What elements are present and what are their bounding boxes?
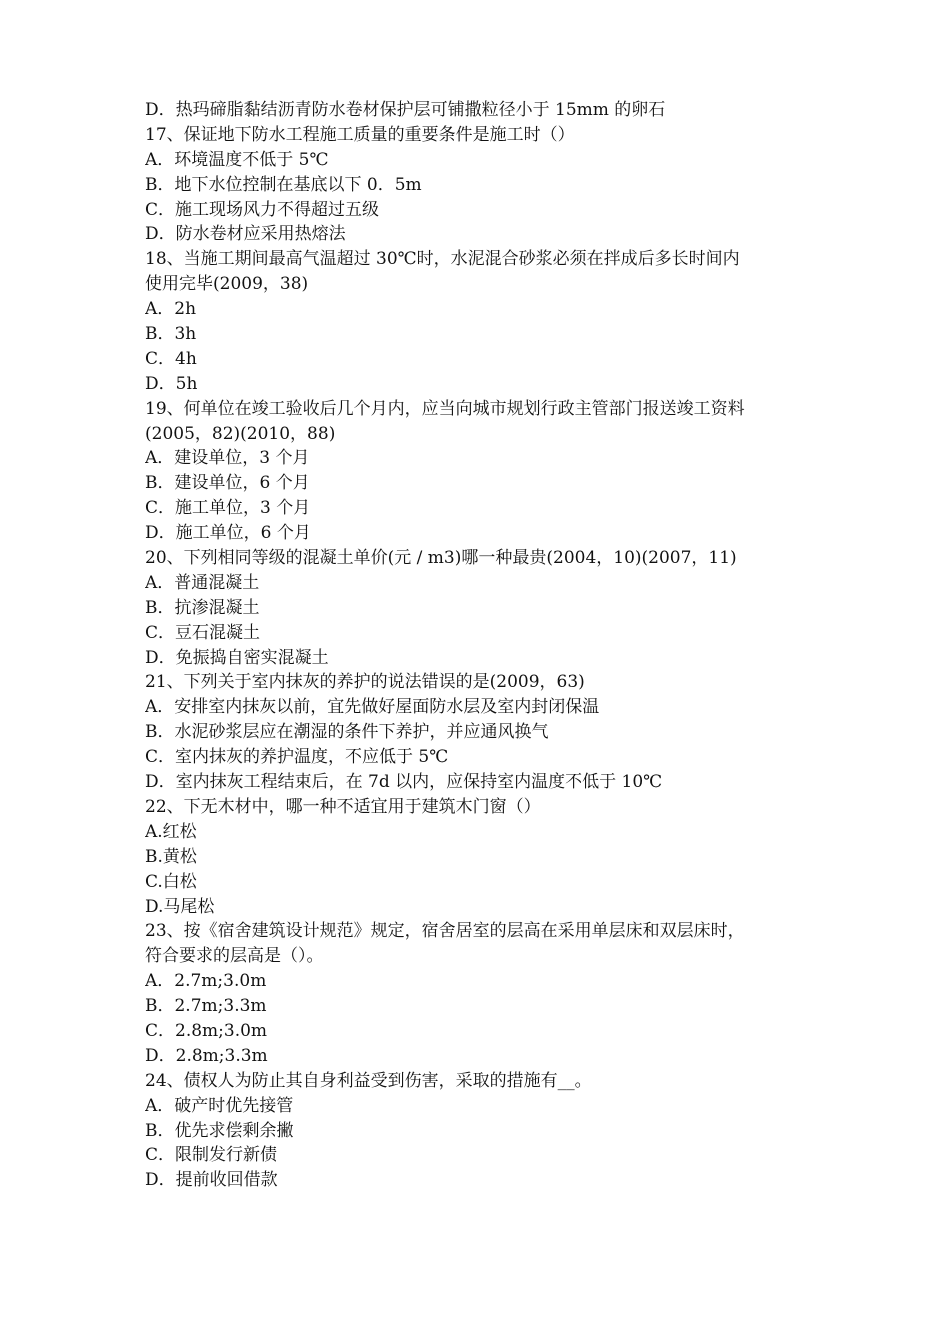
option-line: D．室内抹灰工程结束后，在 7d 以内，应保持室内温度不低于 10℃ [145, 772, 663, 793]
question-line: 24、债权人为防止其自身利益受到伤害，采取的措施有__。 [145, 1070, 592, 1091]
option-line: C．4h [145, 348, 197, 369]
option-line: A．建设单位，3 个月 [145, 448, 310, 469]
option-line: A.红松 [145, 821, 197, 842]
question-line: 符合要求的层高是（）。 [145, 946, 324, 967]
option-line: C．豆石混凝土 [145, 622, 261, 643]
option-line: A．普通混凝土 [145, 572, 260, 593]
question-line: (2005，82)(2010，88) [145, 423, 336, 444]
option-line: D.马尾松 [145, 896, 215, 917]
document-body [145, 98, 825, 1193]
option-line: D．提前收回借款 [145, 1170, 278, 1191]
option-line: A．环境温度不低于 5℃ [145, 149, 329, 170]
option-line: D．施工单位，6 个月 [145, 523, 311, 544]
option-line: C．2.8m;3.0m [145, 1020, 268, 1041]
question-line: 20、下列相同等级的混凝土单价(元 / m3)哪一种最贵(2004，10)(2007，11) [145, 548, 737, 569]
option-line: A．2.7m;3.0m [145, 971, 267, 992]
option-line: A．安排室内抹灰以前，宜先做好屋面防水层及室内封闭保温 [145, 697, 600, 718]
option-line: A．2h [145, 299, 197, 320]
option-line: C．室内抹灰的养护温度，不应低于 5℃ [145, 747, 449, 768]
option-line: B．3h [145, 324, 197, 345]
option-line: A．破产时优先接管 [145, 1095, 294, 1116]
question-line: 23、按《宿舍建筑设计规范》规定，宿舍居室的层高在采用单层床和双层床时， [145, 921, 745, 942]
question-line: 19、何单位在竣工验收后几个月内，应当向城市规划行政主管部门报送竣工资料 [145, 398, 745, 419]
option-line: C.白松 [145, 871, 197, 892]
question-line: 使用完毕(2009，38) [145, 274, 309, 295]
question-line: 21、下列关于室内抹灰的养护的说法错误的是(2009，63) [145, 672, 585, 693]
option-line: B.黄松 [145, 846, 197, 867]
option-line: B．2.7m;3.3m [145, 996, 267, 1017]
question-line: 18、当施工期间最高气温超过 30℃时，水泥混合砂浆必须在拌成后多长时间内 [145, 249, 740, 270]
option-line: B．地下水位控制在基底以下 0．5m [145, 174, 422, 195]
option-line: C．施工现场风力不得超过五级 [145, 199, 380, 220]
option-line: C．限制发行新债 [145, 1145, 278, 1166]
option-line: D．2.8m;3.3m [145, 1045, 268, 1066]
option-line: B．优先求偿剩余撇 [145, 1120, 294, 1141]
option-line: C．施工单位，3 个月 [145, 498, 311, 519]
option-line: D．免振捣自密实混凝土 [145, 647, 329, 668]
question-line: 22、下无木材中，哪一种不适宜用于建筑木门窗（） [145, 796, 541, 817]
question-line: 17、保证地下防水工程施工质量的重要条件是施工时（） [145, 124, 575, 145]
option-line: D．热玛碲脂黏结沥青防水卷材保护层可铺撒粒径小于 15mm 的卵石 [145, 100, 666, 120]
option-line: D．5h [145, 373, 198, 394]
option-line: D．防水卷材应采用热熔法 [145, 224, 346, 245]
option-line: B．抗渗混凝土 [145, 597, 260, 618]
option-line: B．建设单位，6 个月 [145, 473, 310, 494]
option-line: B．水泥砂浆层应在潮湿的条件下养护，并应通风换气 [145, 722, 549, 743]
